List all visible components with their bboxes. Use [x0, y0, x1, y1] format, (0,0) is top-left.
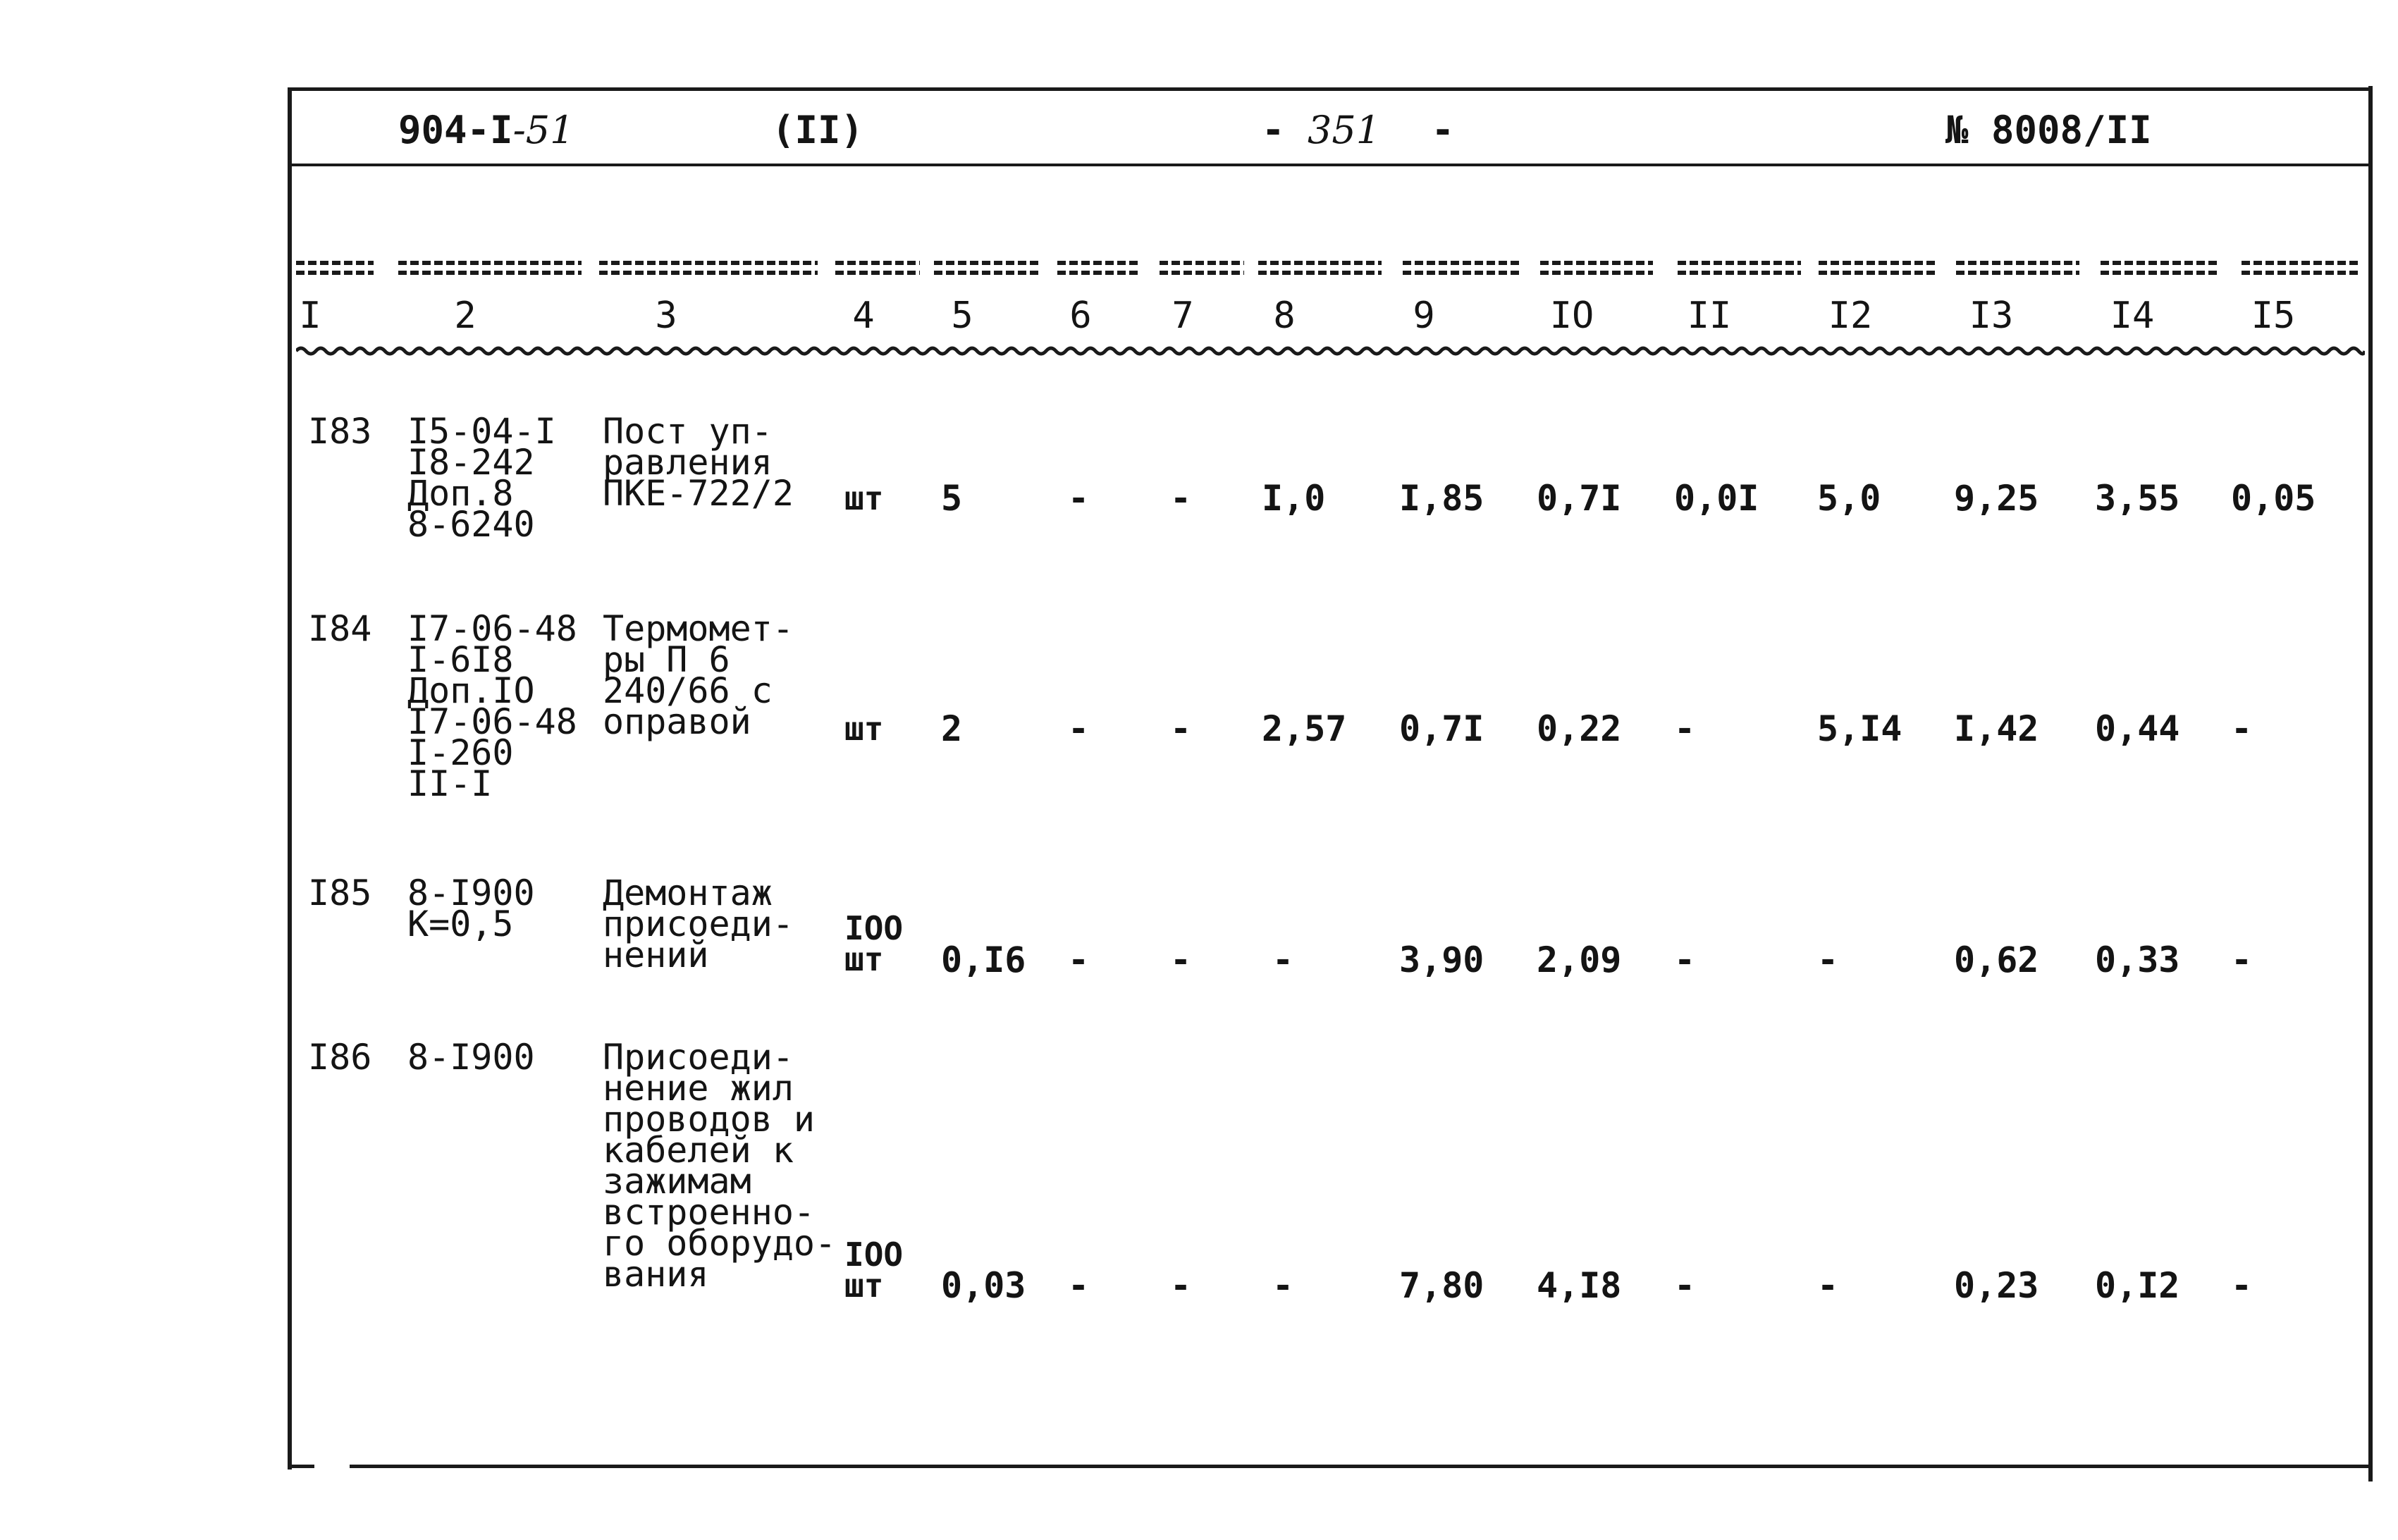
- col13-value: 9,25: [1954, 478, 2039, 519]
- frame-bottom-tick: [292, 1465, 314, 1468]
- quantity: 0,03: [941, 1265, 1026, 1306]
- doc-code-suffix: -51: [512, 108, 574, 152]
- row-number: I84: [308, 608, 372, 649]
- unit: шт: [844, 710, 884, 748]
- table-header-dashes: [296, 261, 2368, 275]
- col13-value: 0,23: [1954, 1265, 2039, 1306]
- col10-value: 0,7I: [1537, 478, 1622, 519]
- column-number: 8: [1273, 295, 1296, 337]
- quantity: 0,I6: [941, 940, 1026, 980]
- column-number: 6: [1069, 295, 1092, 337]
- frame-left-border: [288, 88, 292, 1470]
- column-number: IO: [1549, 295, 1594, 337]
- col11-value: -: [1674, 708, 1696, 749]
- unit: шт: [844, 479, 884, 517]
- page-suffix: -: [1431, 108, 1455, 152]
- page-prefix: -: [1262, 108, 1285, 152]
- col14-value: 0,44: [2095, 708, 2180, 749]
- col8-value: -: [1272, 1265, 1294, 1306]
- doc-code: [398, 108, 574, 152]
- rate-code: 8-I900: [407, 1037, 535, 1078]
- column-number: I5: [2251, 295, 2296, 337]
- column-number: 3: [655, 295, 677, 337]
- col15-value: -: [2231, 1265, 2253, 1306]
- col15-value: -: [2231, 940, 2253, 980]
- col14-value: 0,33: [2095, 940, 2180, 980]
- header-divider: [292, 164, 2371, 166]
- col10-value: 0,22: [1537, 708, 1622, 749]
- column-number: 7: [1172, 295, 1194, 337]
- page-number-value: 351: [1308, 108, 1381, 152]
- col8-value: I,0: [1262, 478, 1326, 519]
- col9-value: 7,80: [1399, 1265, 1484, 1306]
- column-number: 2: [454, 295, 476, 337]
- col13-value: I,42: [1954, 708, 2039, 749]
- column-number: I: [299, 295, 321, 337]
- col12-value: 5,0: [1817, 478, 1881, 519]
- col11-value: -: [1674, 1265, 1696, 1306]
- unit: IOO шт: [844, 1236, 904, 1305]
- col13-value: 0,62: [1954, 940, 2039, 980]
- unit: IOO шт: [844, 909, 904, 978]
- column-number: I2: [1828, 295, 1873, 337]
- col6-value: -: [1068, 708, 1090, 749]
- col7-value: -: [1170, 940, 1192, 980]
- column-number: I4: [2110, 295, 2155, 337]
- col6-value: -: [1068, 1265, 1090, 1306]
- col9-value: I,85: [1399, 478, 1484, 519]
- page-number: [1262, 108, 1455, 152]
- row-number: I85: [308, 873, 372, 913]
- column-number: 9: [1413, 295, 1435, 337]
- rate-code: I7-06-48 I-6I8 Доп.IO I7-06-48 I-260 II-I: [407, 608, 577, 804]
- col7-value: -: [1170, 478, 1192, 519]
- quantity: 2: [941, 708, 963, 749]
- frame-right-border: [2368, 86, 2373, 1482]
- frame-top-border: [288, 87, 2373, 91]
- column-number: 5: [951, 295, 973, 337]
- col6-value: -: [1068, 478, 1090, 519]
- col10-value: 4,I8: [1537, 1265, 1622, 1306]
- doc-code-number: 904-I: [398, 108, 513, 152]
- rate-code: 8-I900 К=0,5: [407, 873, 535, 944]
- col8-value: 2,57: [1262, 708, 1347, 749]
- col11-value: 0,0I: [1674, 478, 1759, 519]
- col12-value: 5,I4: [1817, 708, 1902, 749]
- column-number: II: [1687, 295, 1732, 337]
- col6-value: -: [1068, 940, 1090, 980]
- part-number: (II): [772, 108, 864, 152]
- col9-value: 0,7I: [1399, 708, 1484, 749]
- item-name: Демонтаж присоеди- нений: [603, 873, 794, 975]
- col15-value: -: [2231, 708, 2253, 749]
- column-number: I3: [1969, 295, 2014, 337]
- sheet-mark: № 8008/II: [1945, 108, 2152, 152]
- item-name: Термомет- ры П 6 240/66 с оправой: [603, 608, 794, 742]
- col9-value: 3,90: [1399, 940, 1484, 980]
- table-header-wavy-rule: [296, 344, 2365, 358]
- row-number: I86: [308, 1037, 372, 1078]
- frame-bottom-border: [350, 1465, 2373, 1468]
- row-number: I83: [308, 411, 372, 452]
- quantity: 5: [941, 478, 963, 519]
- col14-value: 0,I2: [2095, 1265, 2180, 1306]
- item-name: Присоеди- нение жил проводов и кабелей к зажимам встроенно- го оборудо- вания: [603, 1037, 837, 1295]
- col14-value: 3,55: [2095, 478, 2180, 519]
- col12-value: -: [1817, 1265, 1839, 1306]
- col10-value: 2,09: [1537, 940, 1622, 980]
- item-name: Пост уп- равления ПКЕ-722/2: [603, 411, 794, 514]
- col7-value: -: [1170, 708, 1192, 749]
- col12-value: -: [1817, 940, 1839, 980]
- col15-value: 0,05: [2231, 478, 2316, 519]
- column-number: 4: [852, 295, 875, 337]
- col8-value: -: [1272, 940, 1294, 980]
- col7-value: -: [1170, 1265, 1192, 1306]
- rate-code: I5-04-I I8-242 Доп.8 8-6240: [407, 411, 556, 545]
- col11-value: -: [1674, 940, 1696, 980]
